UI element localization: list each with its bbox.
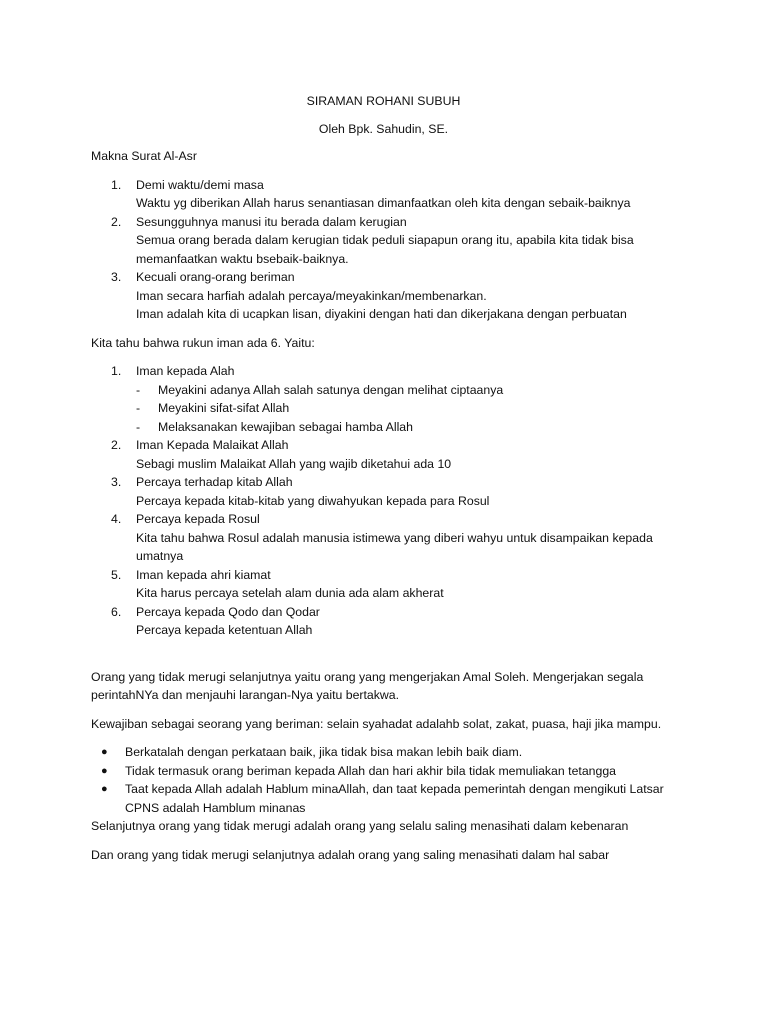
dash-marker: -	[136, 401, 141, 415]
item-description: Percaya kepada kitab-kitab yang diwahyukan kepada para Rosul	[136, 493, 490, 508]
list-item	[91, 436, 676, 473]
item-description: Iman adalah kita di ucapkan lisan, diyakini dengan hati dan dikerjakana dengan perbuatan	[136, 307, 627, 321]
makna-heading: Makna Surat Al-Asr	[91, 149, 197, 163]
makna-list	[91, 176, 676, 324]
item-description: Kita harus percaya setelah alam dunia ada alam akherat	[136, 586, 444, 600]
paragraph-sabar: Dan orang yang tidak merugi selanjutnya adalah orang yang saling menasihati dalam hal sabar	[91, 847, 610, 862]
dash-marker: -	[136, 382, 141, 397]
list-item	[91, 473, 676, 510]
dash-marker: -	[136, 419, 141, 434]
bullet-item	[91, 780, 676, 817]
item-heading: Percaya terhadap kitab Allah	[136, 475, 293, 489]
dash-list	[136, 381, 676, 437]
bullet-text: Taat kepada Allah adalah Hablum minaAllah, dan taat kepada pemerintah dengan mengikuti Latsar CPNS adalah Hamblum minanas	[125, 782, 664, 815]
document-title: SIRAMAN ROHANI SUBUH	[306, 94, 461, 108]
item-description: Iman secara harfiah adalah percaya/meyakinkan/membenarkan.	[136, 288, 487, 303]
bullet-item	[91, 762, 676, 781]
rukun-iman-list	[91, 362, 676, 640]
dash-text: Melaksanakan kewajiban sebagai hamba Allah	[158, 419, 413, 434]
item-number: 1.	[111, 364, 122, 378]
item-description: Sebagi muslim Malaikat Allah yang wajib diketahui ada 10	[136, 456, 452, 471]
bullet-item	[91, 743, 676, 762]
document-author: Oleh Bpk. Sahudin, SE.	[318, 121, 449, 136]
paragraph-amal-soleh: Orang yang tidak merugi selanjutnya yaitu orang yang mengerjakan Amal Soleh. Mengerjakan segala perintahNYa dan menjauhi larangan-Nya yaitu bertakwa.	[91, 669, 644, 702]
list-item	[91, 603, 676, 640]
item-heading: Iman kepada ahri kiamat	[136, 567, 271, 582]
item-description: Waktu yg diberikan Allah harus senantiasan dimanfaatkan oleh kita dengan sebaik-baiknya	[136, 196, 631, 210]
item-description: Semua orang berada dalam kerugian tidak peduli siapapun orang itu, apabila kita tidak bisa memanfaatkan waktu bsebaik-baiknya.	[136, 233, 634, 266]
paragraph-kebenaran: Selanjutnya orang yang tidak merugi adalah orang yang selalu saling menasihati dalam kebenaran	[91, 819, 629, 833]
item-heading: Percaya kepada Qodo dan Qodar	[136, 604, 320, 619]
item-number: 3.	[111, 270, 122, 284]
item-number: 1.	[111, 177, 122, 192]
list-item	[91, 510, 676, 566]
item-heading: Sesungguhnya manusi itu berada dalam kerugian	[136, 214, 407, 229]
rukun-heading: Kita tahu bahwa rukun iman ada 6. Yaitu:	[91, 335, 315, 350]
item-description: Kita tahu bahwa Rosul adalah manusia istimewa yang diberi wahyu untuk disampaikan kepada umatnya	[136, 530, 653, 563]
item-number: 6.	[111, 604, 122, 619]
dash-item	[136, 399, 676, 418]
item-heading: Iman Kepada Malaikat Allah	[136, 438, 289, 452]
item-number: 3.	[111, 475, 122, 489]
item-number: 2.	[111, 438, 122, 452]
bullet-list	[91, 743, 676, 817]
list-item	[91, 268, 676, 324]
list-item	[91, 362, 676, 436]
bullet-marker: ●	[101, 746, 108, 758]
item-heading: Demi waktu/demi masa	[136, 177, 264, 192]
paragraph-kewajiban: Kewajiban sebagai seorang yang beriman: selain syahadat adalahb solat, zakat, puasa, haji jika mampu.	[91, 716, 662, 731]
item-number: 5.	[111, 567, 122, 582]
item-heading: Kecuali orang-orang beriman	[136, 270, 295, 284]
dash-item	[136, 381, 676, 400]
item-number: 2.	[111, 214, 122, 229]
list-item	[91, 176, 676, 213]
dash-text: Meyakini sifat-sifat Allah	[158, 401, 290, 415]
bullet-marker: ●	[101, 783, 108, 795]
item-number: 4.	[111, 512, 122, 526]
item-description: Percaya kepada ketentuan Allah	[136, 623, 313, 637]
item-heading: Percaya kepada Rosul	[136, 512, 260, 526]
bullet-text: Berkatalah dengan perkataan baik, jika tidak bisa makan lebih baik diam.	[125, 745, 523, 759]
list-item	[91, 566, 676, 603]
list-item	[91, 213, 676, 269]
bullet-text: Tidak termasuk orang beriman kepada Allah dan hari akhir bila tidak memuliakan tetangga	[125, 763, 617, 778]
dash-text: Meyakini adanya Allah salah satunya dengan melihat ciptaanya	[158, 382, 504, 397]
item-heading: Iman kepada Alah	[136, 364, 235, 378]
dash-item	[136, 418, 676, 437]
bullet-marker: ●	[101, 764, 108, 777]
